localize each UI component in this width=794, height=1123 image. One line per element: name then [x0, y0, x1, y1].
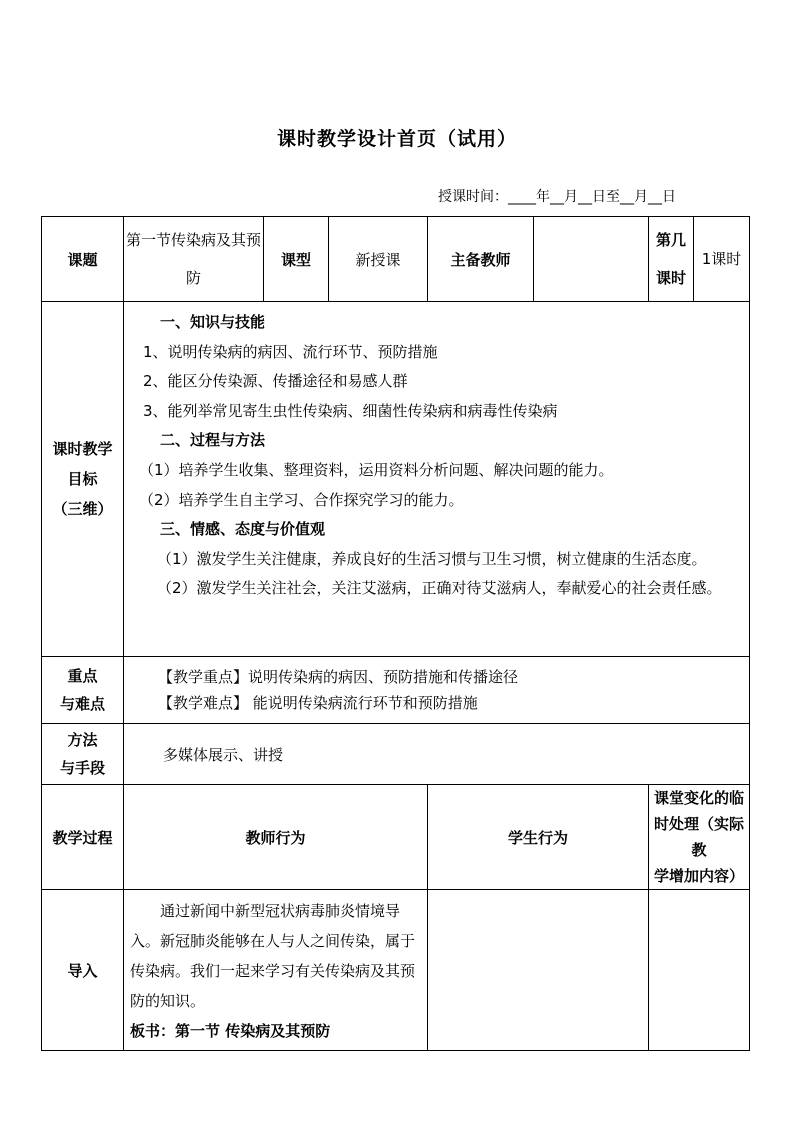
objectives-row: [42, 302, 750, 657]
intro-row: [42, 890, 750, 1051]
objective-emotion-2: （2）激发学生关注社会，关注艾滋病，正确对待艾滋病人，奉献爱心的社会责任感。: [157, 579, 722, 598]
intro-teacher-content: [124, 890, 428, 1051]
teaching-difficulty: 【教学难点】 能说明传染病流行环节和预防措施: [158, 694, 478, 712]
key-points-label: [42, 657, 124, 724]
methods-row: [42, 724, 750, 785]
topic-value: 第一节传染病及其预防: [124, 217, 264, 302]
methods-label: [42, 724, 124, 785]
methods-label-line1: 方法: [67, 731, 98, 749]
notes-header: [649, 785, 750, 890]
objective-heading-process: 二、过程与方法: [160, 431, 266, 450]
notes-header-line2: 时处理（实际教: [653, 815, 744, 859]
objective-knowledge-1: 1、说明传染病的病因、流行环节、预防措施: [143, 342, 438, 361]
topic-label: 课题: [42, 217, 124, 302]
page-title: 课时教学设计首页（试用）: [276, 128, 517, 150]
objectives-label-line3: （三维）: [52, 500, 113, 518]
notes-header-line3: 学增加内容）: [653, 867, 744, 885]
teaching-focus: 【教学重点】说明传染病的病因、预防措施和传播途径: [158, 668, 519, 686]
lead-teacher-label: 主备教师: [428, 217, 534, 302]
key-points-content: [124, 657, 750, 724]
objective-process-2: （2）培养学生自主学习、合作探究学习的能力。: [139, 490, 464, 509]
lesson-type-label: 课型: [264, 217, 329, 302]
objectives-label-line1: 课时教学: [52, 440, 113, 458]
period-value: 1课时: [694, 217, 750, 302]
methods-content: 多媒体展示、讲授: [124, 724, 750, 785]
objectives-content: [124, 302, 750, 657]
key-points-label-line2: 与难点: [59, 695, 105, 713]
objectives-label-line2: 目标: [67, 470, 98, 488]
key-points-label-line1: 重点: [67, 667, 98, 685]
methods-label-line2: 与手段: [59, 759, 105, 777]
objective-knowledge-2: 2、能区分传染源、传播途径和易感人群: [143, 372, 408, 391]
lesson-type-value: 新授课: [329, 217, 428, 302]
objective-heading-emotion: 三、情感、态度与价值观: [160, 520, 326, 539]
lesson-plan-table: [41, 216, 750, 1051]
intro-label: 导入: [42, 890, 124, 1051]
intro-text: 通过新闻中新型冠状病毒肺炎情境导入。新冠肺炎能够在人与人之间传染，属于传染病。我们一起来学习有关传染病及其预防的知识。: [130, 902, 416, 1010]
objective-process-1: （1）培养学生收集、整理资料，运用资料分析问题、解决问题的能力。: [139, 460, 614, 479]
intro-notes-content: [649, 890, 750, 1051]
lead-teacher-value: [534, 217, 649, 302]
intro-board-text: 板书：第一节 传染病及其预防: [130, 1022, 331, 1040]
key-points-row: [42, 657, 750, 724]
objective-emotion-1: （1）激发学生关注健康，养成良好的生活习惯与卫生习惯，树立健康的生活态度。: [157, 549, 707, 568]
objectives-label: [42, 302, 124, 657]
notes-header-line1: 课堂变化的临: [653, 789, 744, 807]
period-label: 第几课时: [649, 217, 694, 302]
process-header-row: [42, 785, 750, 890]
topic-row: [42, 217, 750, 302]
objective-knowledge-3: 3、能列举常见寄生虫性传染病、细菌性传染病和病毒性传染病: [143, 401, 558, 420]
teacher-behavior-header: 教师行为: [124, 785, 428, 890]
student-behavior-header: 学生行为: [428, 785, 649, 890]
objective-heading-knowledge: 一、知识与技能: [160, 313, 266, 331]
intro-student-content: [428, 890, 649, 1051]
teaching-date-line: 授课时间：____年__月__日至__月__日: [438, 189, 676, 205]
process-label: 教学过程: [42, 785, 124, 890]
